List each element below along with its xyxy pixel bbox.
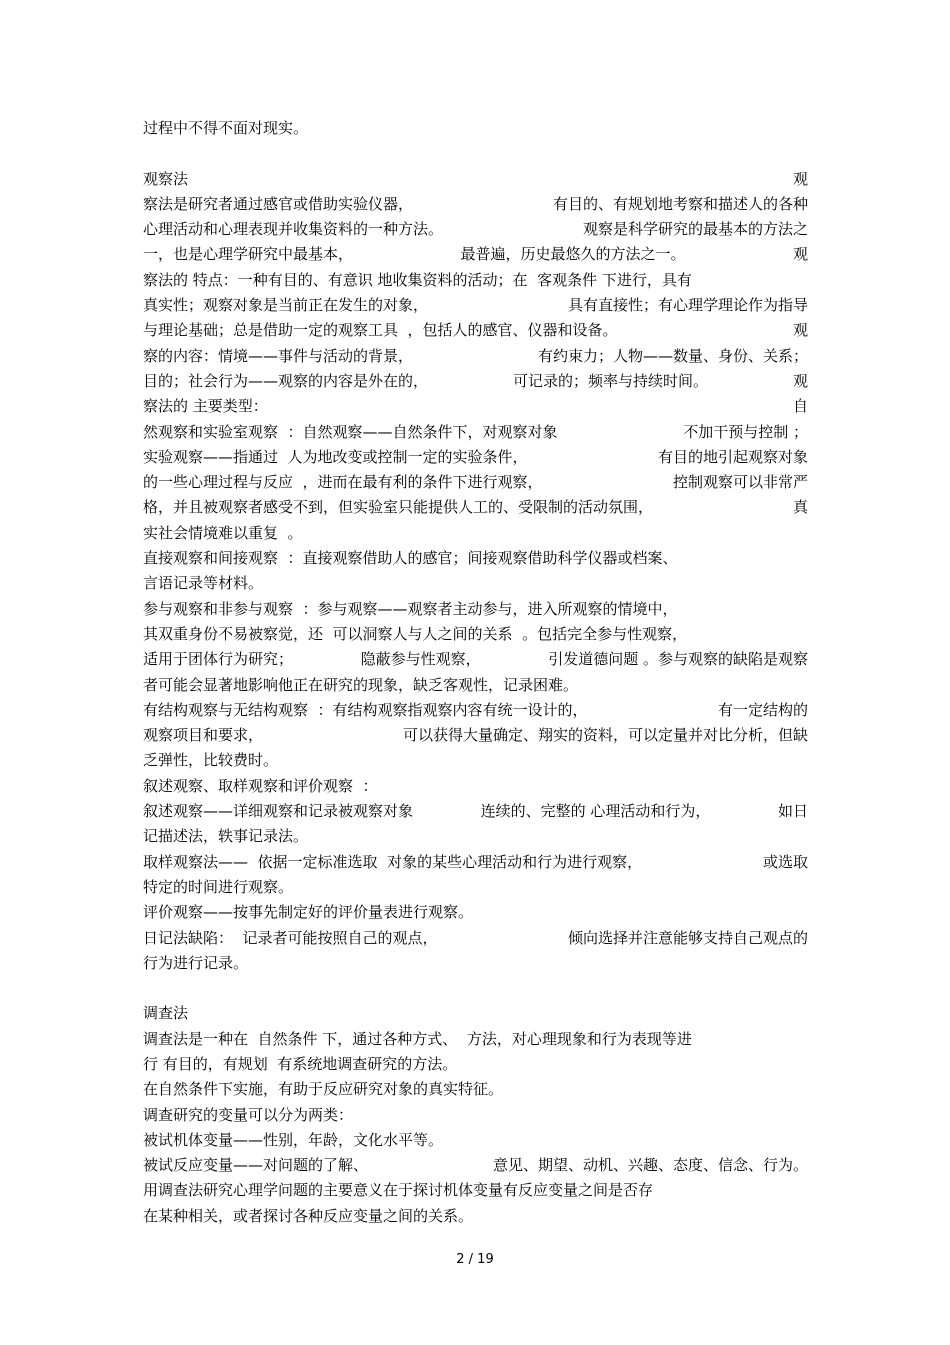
text-segment: 过程中不得不面对现实。 xyxy=(143,119,309,137)
text-segment: 真 xyxy=(792,498,808,517)
text-segment: 调查法 xyxy=(143,1004,189,1023)
text-line xyxy=(143,1178,808,1203)
text-line xyxy=(143,774,808,799)
text-segment: 或选取 xyxy=(762,852,808,871)
text-line xyxy=(143,217,808,242)
text-line xyxy=(143,268,808,293)
text-line xyxy=(143,192,808,217)
text-segment: 者可能会显著地影响他正在研究的现象，缺乏客观性，记录困难。 xyxy=(143,675,579,694)
text-segment: 有一定结构的 xyxy=(717,700,808,719)
text-segment: 观察法 xyxy=(143,169,189,188)
text-segment: 观 xyxy=(792,169,808,188)
text-line xyxy=(143,723,808,748)
text-segment: 有目的地引起观察对象 xyxy=(657,447,808,466)
text-segment: 与理论基础；总是借助一定的观察工具 ，包括人的感官、仪器和设备。 xyxy=(143,321,618,340)
text-segment: 日记法缺陷： 记录者可能按照自己的观点， xyxy=(143,928,438,947)
text-line xyxy=(143,1204,808,1229)
text-line xyxy=(143,470,808,495)
text-segment: 连续的、完整的 心理活动和行为， xyxy=(480,802,711,821)
text-segment: 参与观察和非参与观察 ：参与观察——观察者主动参与，进入所观察的情境中， xyxy=(143,599,678,618)
text-segment: 格，并且被观察者感受不到，但实验室只能提供人工的、受限制的活动氛围， xyxy=(143,498,654,517)
text-segment: 心理活动和心理表现并收集资料的一种方法。 xyxy=(143,220,444,239)
text-segment: 隐蔽参与性观察， xyxy=(360,650,481,669)
text-line xyxy=(143,1153,808,1178)
text-line xyxy=(143,799,808,824)
text-segment: 行 有目的，有规划 有系统地调查研究的方法。 xyxy=(143,1054,458,1073)
text-segment: 观 xyxy=(792,245,808,264)
text-segment: 察法的 主要类型： xyxy=(143,397,268,416)
text-line xyxy=(143,926,808,951)
text-segment: 具有直接性；有心理学理论作为指导 xyxy=(567,296,808,315)
text-segment: 行为进行记录。 xyxy=(143,953,249,972)
text-segment: 记描述法，轶事记录法。 xyxy=(143,827,309,846)
text-line xyxy=(143,242,808,267)
text-segment: 有目的、有规划地考察和描述人的各种 xyxy=(552,194,808,213)
text-segment: 调查研究的变量可以分为两类： xyxy=(143,1105,354,1124)
text-line xyxy=(143,1077,808,1102)
text-line xyxy=(143,369,808,394)
text-line xyxy=(143,521,808,546)
text-segment: 的一些心理过程与反应 ，进而在最有利的条件下进行观察， xyxy=(143,473,543,492)
text-segment: 有结构观察与无结构观察 ：有结构观察指观察内容有统一设计的， xyxy=(143,700,588,719)
text-segment: 察的内容：情境——事件与活动的背景， xyxy=(143,346,414,365)
text-segment: 有约束力；人物——数量、身份、关系； xyxy=(537,346,808,365)
text-segment: 实验观察——指通过 人为地改变或控制一定的实验条件， xyxy=(143,447,528,466)
text-segment: 直接观察和间接观察 ：直接观察借助人的感官；间接观察借助科学仪器或档案、 xyxy=(143,549,678,568)
text-segment: 观 xyxy=(792,321,808,340)
text-line xyxy=(143,850,808,875)
text-segment: 特定的时间进行观察。 xyxy=(143,877,294,896)
text-segment: 评价观察——按事先制定好的评价量表进行观察。 xyxy=(143,903,474,922)
text-segment: 控制观察可以非常严 xyxy=(672,473,808,492)
text-line xyxy=(143,748,808,773)
text-line xyxy=(143,622,808,647)
text-line xyxy=(143,597,808,622)
text-segment: 不加干预与控制 ； xyxy=(683,422,808,441)
text-line xyxy=(143,394,808,419)
text-line xyxy=(143,698,808,723)
text-segment: 被试机体变量——性别，年龄，文化水平等。 xyxy=(143,1130,444,1149)
blank-line xyxy=(143,141,808,166)
text-line xyxy=(143,1103,808,1128)
text-segment: 言语记录等材料。 xyxy=(143,574,264,593)
text-segment: 叙述观察——详细观察和记录被观察对象 xyxy=(143,802,414,821)
text-segment: 叙述观察、取样观察和评价观察 ： xyxy=(143,776,378,795)
text-segment: 调查法是一种在 自然条件 下，通过各种方式、 方法，对心理现象和行为表现等进 xyxy=(143,1029,692,1048)
text-segment: 目的；社会行为——观察的内容是外在的， xyxy=(143,371,429,390)
text-segment: 真实性；观察对象是当前正在发生的对象， xyxy=(143,296,429,315)
text-segment: 在某种相关，或者探讨各种反应变量之间的关系。 xyxy=(143,1206,474,1225)
text-segment: 实社会情境难以重复 。 xyxy=(143,523,303,542)
text-line xyxy=(143,951,808,976)
text-segment: 然观察和实验室观察 ：自然观察——自然条件下，对观察对象 xyxy=(143,422,558,441)
text-segment: 引发道德问题 。参与观察的缺陷是观察 xyxy=(548,650,808,669)
text-segment: 被试反应变量——对问题的了解、 xyxy=(143,1156,369,1175)
text-line xyxy=(143,571,808,596)
text-segment: 最普遍，历史最悠久的方法之一。 xyxy=(460,245,686,264)
text-segment: 取样观察法—— 依据一定标准选取 对象的某些心理活动和行为进行观察， xyxy=(143,852,643,871)
text-line xyxy=(143,495,808,520)
text-line xyxy=(143,1001,808,1026)
text-line xyxy=(143,116,808,141)
text-line xyxy=(143,875,808,900)
text-line xyxy=(143,445,808,470)
text-segment: 察法是研究者通过感官或借助实验仪器， xyxy=(143,194,414,213)
text-line xyxy=(143,647,808,672)
text-segment: 意见、期望、动机、兴趣、态度、信念、行为。 xyxy=(492,1156,808,1175)
text-segment: 用调查法研究心理学问题的主要意义在于探讨机体变量有反应变量之间是否存 xyxy=(143,1181,654,1200)
text-segment: 自 xyxy=(792,397,808,416)
text-line xyxy=(143,1027,808,1052)
text-segment: 乏弹性，比较费时。 xyxy=(143,751,279,770)
text-segment: 一，也是心理学研究中最基本， xyxy=(143,245,354,264)
text-segment: 察法的 特点：一种有目的、有意识 地收集资料的活动；在 客观条件 下进行，具有 xyxy=(143,270,692,289)
text-segment: 可记录的；频率与持续时间。 xyxy=(512,371,708,390)
blank-line xyxy=(143,976,808,1001)
document-body xyxy=(143,116,808,1229)
text-line xyxy=(143,167,808,192)
text-segment: 可以获得大量确定、翔实的资料，可以定量并对比分析，但缺 xyxy=(402,726,808,745)
text-segment: 适用于团体行为研究； xyxy=(143,650,294,669)
text-line xyxy=(143,1128,808,1153)
text-segment: 观察项目和要求， xyxy=(143,726,264,745)
text-segment: 其双重身份不易被察觉，还 可以洞察人与人之间的关系 。包括完全参与性观察， xyxy=(143,624,688,643)
text-line xyxy=(143,1052,808,1077)
text-segment: 倾向选择并注意能够支持自己观点的 xyxy=(567,928,808,947)
text-segment: 如日 xyxy=(777,802,808,821)
page-number: 2 / 19 xyxy=(456,1252,494,1267)
text-line xyxy=(143,318,808,343)
text-line xyxy=(143,293,808,318)
text-line xyxy=(143,673,808,698)
text-segment: 观 xyxy=(792,371,808,390)
text-line xyxy=(143,824,808,849)
text-line xyxy=(143,546,808,571)
text-line xyxy=(143,420,808,445)
text-segment: 在自然条件下实施，有助于反应研究对象的真实特征。 xyxy=(143,1080,504,1099)
text-line xyxy=(143,900,808,925)
text-line xyxy=(143,344,808,369)
text-segment: 观察是科学研究的最基本的方法之 xyxy=(582,220,808,239)
